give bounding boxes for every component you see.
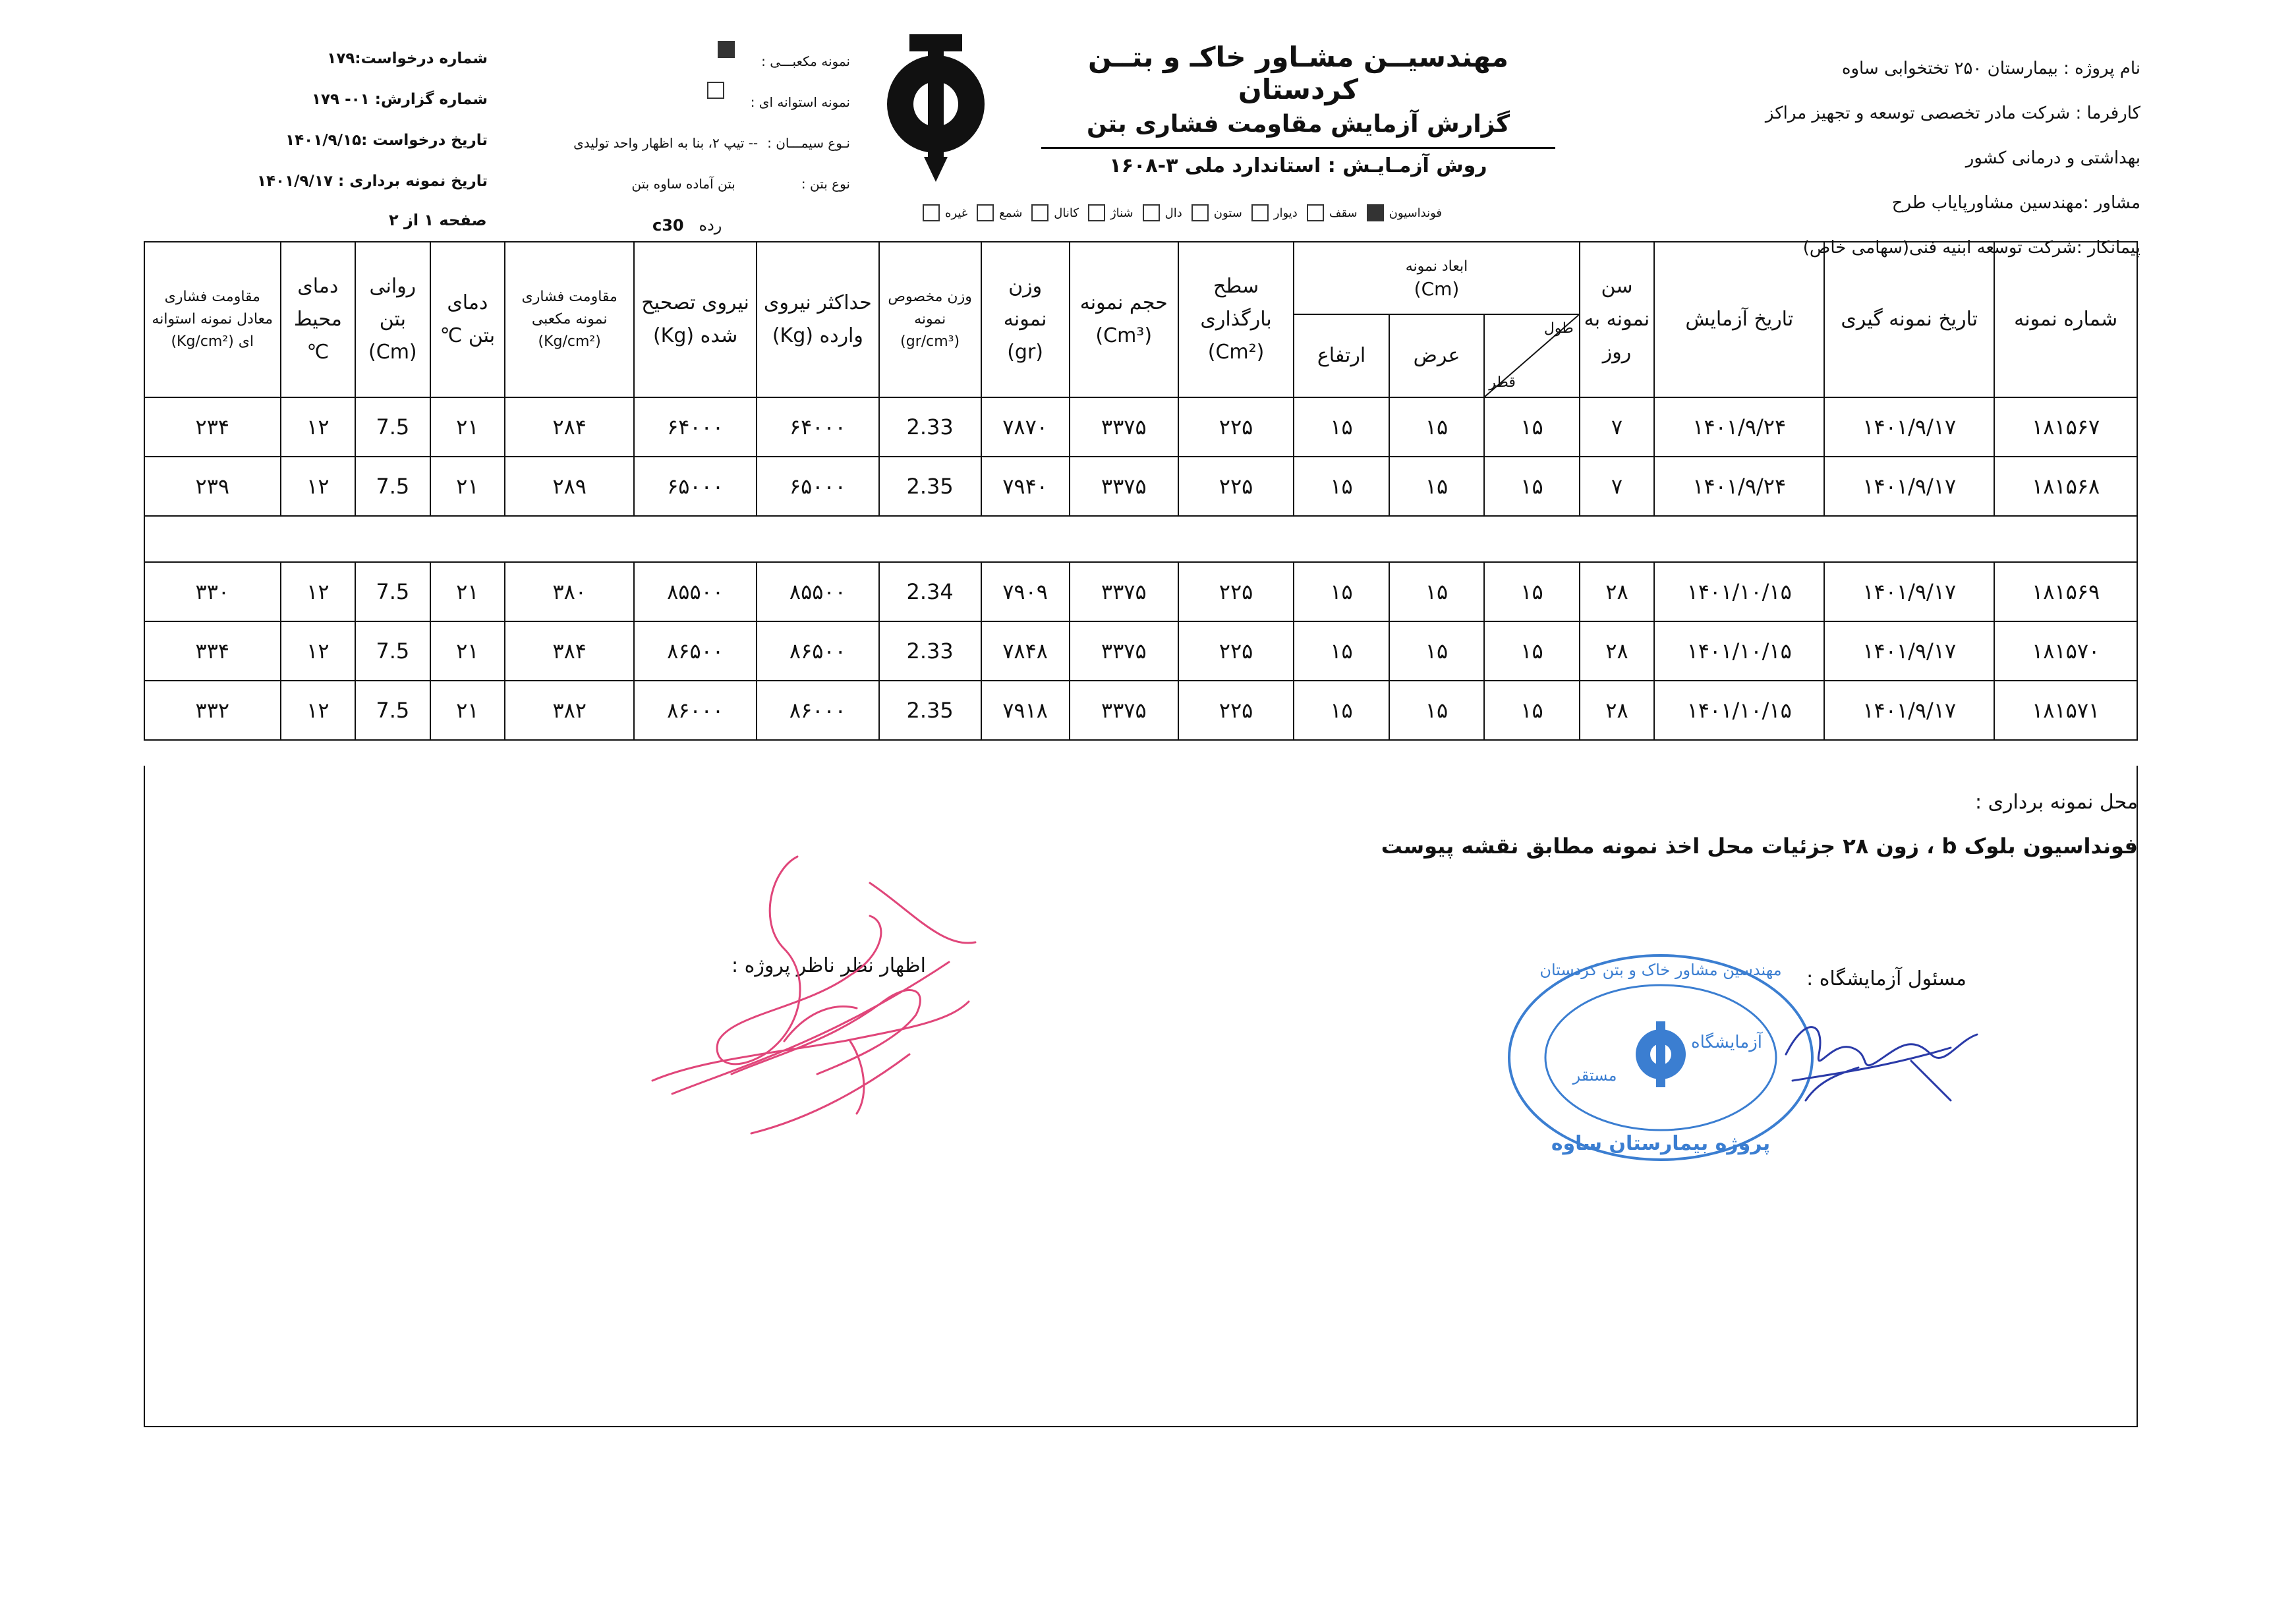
table-row [144, 397, 2137, 457]
observer-signature [633, 843, 1002, 1147]
report-meta [256, 38, 488, 202]
element-type-label: فونداسیون [1389, 206, 1443, 220]
cell-cube-strength: ۳۸۴ [505, 621, 634, 681]
cell-density: 2.34 [879, 562, 981, 621]
cell-cyl-strength: ۳۳۴ [144, 621, 281, 681]
cell-concrete-temp: ۲۱ [430, 621, 505, 681]
cell-weight: ۷۸۴۸ [981, 621, 1070, 681]
company-logo [883, 32, 989, 190]
cell-height: ۱۵ [1294, 562, 1389, 621]
element-type-checkbox[interactable] [977, 204, 994, 221]
cell-area: ۲۲۵ [1178, 681, 1294, 740]
col-sample-no: شماره نمونه [1994, 242, 2137, 397]
cell-volume: ۳۳۷۵ [1070, 681, 1178, 740]
cell-weight: ۷۸۷۰ [981, 397, 1070, 457]
cell-density: 2.35 [879, 457, 981, 516]
stamp-middle-2: مستقر [1572, 1066, 1617, 1085]
cell-slump: 7.5 [355, 681, 430, 740]
element-type-option[interactable] [1143, 204, 1182, 221]
request-number: شماره درخواست:۱۷۹ [327, 50, 488, 67]
test-method: روش آزمـایـش : استاندارد ملی ۳-۱۶۰۸ [1041, 147, 1555, 177]
col-length-diameter [1484, 314, 1579, 397]
col-cyl-strength: مقاومت فشاری معادل نمونه استوانه ای (Kg/cm²) [144, 242, 281, 397]
element-type-checkbox[interactable] [1031, 204, 1048, 221]
cell-slump: 7.5 [355, 397, 430, 457]
sampling-date: تاریخ نمونه برداری : ۱۴۰۱/۹/۱۷ [256, 173, 488, 190]
cube-sample-checkbox[interactable] [718, 41, 735, 58]
cell-concrete-temp: ۲۱ [430, 681, 505, 740]
cell-age: ۷ [1580, 457, 1655, 516]
cell-density: 2.33 [879, 397, 981, 457]
cell-max-load: ۶۵۰۰۰ [757, 457, 879, 516]
diameter-label: قطر [1489, 374, 1516, 391]
stamp-bottom-text: پروژه بیمارستان ساوه [1551, 1132, 1771, 1155]
cell-volume: ۳۳۷۵ [1070, 562, 1178, 621]
cell-ambient-temp: ۱۲ [281, 457, 356, 516]
col-corrected-load: نیروی تصحیح شده (Kg) [634, 242, 757, 397]
results-body [144, 397, 2137, 740]
col-dimensions [1294, 242, 1579, 314]
element-type-option[interactable] [923, 204, 967, 221]
cell-max-load: ۸۶۵۰۰ [757, 621, 879, 681]
cell-weight: ۷۹۴۰ [981, 457, 1070, 516]
grade-value: c30 [652, 216, 684, 235]
spacer-cell [144, 516, 2137, 562]
element-type-checkbox[interactable] [1367, 204, 1384, 221]
cell-cyl-strength: ۳۳۰ [144, 562, 281, 621]
employer-line-1: کارفرما : شرکت مادر تخصصی توسعه و تجهیز مراکز [1765, 103, 2140, 123]
concrete-grade [652, 216, 722, 235]
table-header-row [144, 242, 2137, 314]
element-type-checkbox[interactable] [1088, 204, 1105, 221]
cell-density: 2.35 [879, 681, 981, 740]
cell-max-load: ۸۵۵۰۰ [757, 562, 879, 621]
col-ambient-temp: دمای محیط ℃ [281, 242, 356, 397]
element-type-option[interactable] [977, 204, 1022, 221]
cell-cyl-strength: ۲۳۴ [144, 397, 281, 457]
cell-width: ۱۵ [1389, 562, 1484, 621]
cell-cyl-strength: ۳۳۲ [144, 681, 281, 740]
project-name: نام پروژه : بیمارستان ۲۵۰ تختخوابی ساوه [1841, 59, 2140, 78]
element-type-option[interactable] [1307, 204, 1358, 221]
col-height: ارتفاع [1294, 314, 1389, 397]
element-type-label: غیره [945, 206, 968, 220]
cell-weight: ۷۹۱۸ [981, 681, 1070, 740]
cell-length: ۱۵ [1484, 621, 1579, 681]
element-type-option[interactable] [1251, 204, 1298, 221]
cell-area: ۲۲۵ [1178, 457, 1294, 516]
col-slump: روانی بتن (Cm) [355, 242, 430, 397]
cylinder-sample-checkbox[interactable] [707, 82, 724, 99]
cell-age: ۷ [1580, 397, 1655, 457]
cell-concrete-temp: ۲۱ [430, 562, 505, 621]
cell-height: ۱۵ [1294, 397, 1389, 457]
cell-test-date: ۱۴۰۱/۱۰/۱۵ [1654, 621, 1824, 681]
page-number: صفحه ۱ از ۲ [389, 211, 487, 229]
element-type-label: دیوار [1273, 206, 1298, 220]
cell-width: ۱۵ [1389, 681, 1484, 740]
cell-max-load: ۶۴۰۰۰ [757, 397, 879, 457]
length-label: طول [1543, 320, 1574, 337]
company-name: مهندسیــن مشـاور خاکـ و بتــن کردستان [1087, 41, 1509, 105]
col-width: عرض [1389, 314, 1484, 397]
table-row [144, 457, 2137, 516]
element-type-checkbox[interactable] [1191, 204, 1209, 221]
cell-ambient-temp: ۱۲ [281, 681, 356, 740]
table-row [144, 621, 2137, 681]
cell-corrected-load: ۸۵۵۰۰ [634, 562, 757, 621]
cell-width: ۱۵ [1389, 621, 1484, 681]
project-info [1481, 46, 2140, 270]
cell-ambient-temp: ۱۲ [281, 562, 356, 621]
cell-cube-strength: ۲۸۹ [505, 457, 634, 516]
cell-corrected-load: ۶۴۰۰۰ [634, 397, 757, 457]
cell-width: ۱۵ [1389, 397, 1484, 457]
report-title: گزارش آزمایش مقاومت فشاری بتن [1086, 111, 1510, 138]
element-type-checkbox[interactable] [923, 204, 940, 221]
cell-sample-no: ۱۸۱۵۷۱ [1994, 681, 2137, 740]
cell-test-date: ۱۴۰۱/۱۰/۱۵ [1654, 562, 1824, 621]
cell-concrete-temp: ۲۱ [430, 397, 505, 457]
report-number: شماره گزارش: ۰۱- ۱۷۹ [311, 91, 488, 108]
sampling-location [1381, 791, 2138, 859]
col-age: سن نمونه به روز [1580, 242, 1655, 397]
element-type-label: سقف [1329, 206, 1358, 220]
dims-title: ابعاد نمونه [1405, 258, 1468, 275]
cylinder-sample-label: نمونه استوانه ای : [750, 94, 850, 110]
element-type-option[interactable] [1367, 204, 1442, 221]
element-type-label: کانال [1054, 206, 1079, 220]
cell-volume: ۳۳۷۵ [1070, 397, 1178, 457]
cell-area: ۲۲۵ [1178, 562, 1294, 621]
cell-length: ۱۵ [1484, 457, 1579, 516]
element-type-label: شمع [999, 206, 1023, 220]
cell-corrected-load: ۸۶۵۰۰ [634, 621, 757, 681]
cement-type-value: -- تیپ ۲، بنا به اظهار واحد تولیدی [573, 135, 759, 151]
cell-length: ۱۵ [1484, 562, 1579, 621]
location-label: محل نمونه برداری : [1974, 791, 2138, 814]
cell-corrected-load: ۶۵۰۰۰ [634, 457, 757, 516]
cell-sample-no: ۱۸۱۵۷۰ [1994, 621, 2137, 681]
cell-cube-strength: ۲۸۴ [505, 397, 634, 457]
grade-label: رده [699, 216, 722, 235]
cell-age: ۲۸ [1580, 621, 1655, 681]
element-type-label: شناژ [1110, 206, 1134, 220]
cell-age: ۲۸ [1580, 681, 1655, 740]
cell-test-date: ۱۴۰۱/۱۰/۱۵ [1654, 681, 1824, 740]
col-weight: وزن نمونه (gr) [981, 242, 1070, 397]
table-spacer-row [144, 516, 2137, 562]
cell-height: ۱۵ [1294, 681, 1389, 740]
location-value: فونداسیون بلوک b ، زون ۲۸ جزئیات محل اخذ نمونه مطابق نقشه پیوست [1381, 834, 2138, 859]
element-type-checkbox[interactable] [1143, 204, 1160, 221]
request-date: تاریخ درخواست :۱۴۰۱/۹/۱۵ [285, 132, 488, 149]
cell-cyl-strength: ۲۳۹ [144, 457, 281, 516]
dims-unit: (Cm) [1414, 278, 1460, 300]
element-type-option[interactable] [1191, 204, 1242, 221]
cell-slump: 7.5 [355, 562, 430, 621]
lab-responsible-label: مسئول آزمایشگاه : [1806, 967, 1966, 990]
cell-max-load: ۸۶۰۰۰ [757, 681, 879, 740]
stamp-top-text: مهندسین مشاور خاک و بتن کردستان [1539, 961, 1782, 979]
cell-weight: ۷۹۰۹ [981, 562, 1070, 621]
stamp-logo-icon [1636, 1021, 1686, 1087]
cell-cube-strength: ۳۸۰ [505, 562, 634, 621]
cell-sampling-date: ۱۴۰۱/۹/۱۷ [1824, 621, 1994, 681]
col-concrete-temp: دمای بتن ℃ [430, 242, 505, 397]
element-type-checkbox[interactable] [1307, 204, 1324, 221]
stamp-middle-1: آزمایشگاه [1691, 1033, 1762, 1052]
cell-sampling-date: ۱۴۰۱/۹/۱۷ [1824, 562, 1994, 621]
element-type-label: دال [1164, 206, 1182, 220]
results-table [144, 241, 2138, 741]
cell-test-date: ۱۴۰۱/۹/۲۴ [1654, 457, 1824, 516]
col-sampling-date: تاریخ نمونه گیری [1824, 242, 1994, 397]
cell-area: ۲۲۵ [1178, 621, 1294, 681]
element-type-checkbox[interactable] [1251, 204, 1269, 221]
cell-sampling-date: ۱۴۰۱/۹/۱۷ [1824, 397, 1994, 457]
cell-height: ۱۵ [1294, 621, 1389, 681]
cell-age: ۲۸ [1580, 562, 1655, 621]
cell-height: ۱۵ [1294, 457, 1389, 516]
cell-slump: 7.5 [355, 457, 430, 516]
report-title-block [1041, 41, 1555, 177]
cell-slump: 7.5 [355, 621, 430, 681]
element-type-option[interactable] [1031, 204, 1079, 221]
col-max-load: حداکثر نیروی وارده (Kg) [757, 242, 879, 397]
col-test-date: تاریخ آزمایش [1654, 242, 1824, 397]
lab-signature [1779, 1002, 1990, 1114]
cell-ambient-temp: ۱۲ [281, 397, 356, 457]
cell-sampling-date: ۱۴۰۱/۹/۱۷ [1824, 681, 1994, 740]
cell-test-date: ۱۴۰۱/۹/۲۴ [1654, 397, 1824, 457]
table-row [144, 681, 2137, 740]
cell-corrected-load: ۸۶۰۰۰ [634, 681, 757, 740]
cube-sample-label: نمونه مکعبـــی : [761, 53, 850, 69]
cell-sample-no: ۱۸۱۵۶۹ [1994, 562, 2137, 621]
laboratory-stamp [1503, 949, 1819, 1166]
element-type-label: ستون [1213, 206, 1242, 220]
cell-area: ۲۲۵ [1178, 397, 1294, 457]
cell-length: ۱۵ [1484, 681, 1579, 740]
cell-sampling-date: ۱۴۰۱/۹/۱۷ [1824, 457, 1994, 516]
col-volume: حجم نمونه (Cm³) [1070, 242, 1178, 397]
cell-volume: ۳۳۷۵ [1070, 457, 1178, 516]
element-type-options [923, 204, 1442, 221]
concrete-type-label: نوع بتن : [801, 176, 850, 192]
sample-type-info [521, 41, 850, 204]
observer-comment-label: اظهار نظر ناظر پروژه : [732, 954, 926, 977]
col-density: وزن مخصوص نمونه (gr/cm³) [879, 242, 981, 397]
element-type-option[interactable] [1088, 204, 1134, 221]
col-cube-strength: مقاومت فشاری نمونه مکعبی (Kg/cm²) [505, 242, 634, 397]
consultant: مشاور :مهندسین مشاورپایاب طرح [1891, 193, 2140, 213]
cell-concrete-temp: ۲۱ [430, 457, 505, 516]
cell-density: 2.33 [879, 621, 981, 681]
cell-cube-strength: ۳۸۲ [505, 681, 634, 740]
cell-sample-no: ۱۸۱۵۶۷ [1994, 397, 2137, 457]
cell-volume: ۳۳۷۵ [1070, 621, 1178, 681]
employer-line-2: بهداشتی و درمانی کشور [1965, 148, 2140, 168]
cell-length: ۱۵ [1484, 397, 1579, 457]
contractor: پیمانکار :شرکت توسعه ابنیه فنی(سهامی خاص) [1802, 238, 2140, 258]
cell-sample-no: ۱۸۱۵۶۸ [1994, 457, 2137, 516]
cell-width: ۱۵ [1389, 457, 1484, 516]
col-area: سطح بارگذاری (Cm²) [1178, 242, 1294, 397]
table-row [144, 562, 2137, 621]
cell-ambient-temp: ۱۲ [281, 621, 356, 681]
cement-type-label: نـوع سیمـــان : [767, 135, 850, 151]
concrete-type-value: بتن آماده ساوه بتن [631, 176, 735, 192]
